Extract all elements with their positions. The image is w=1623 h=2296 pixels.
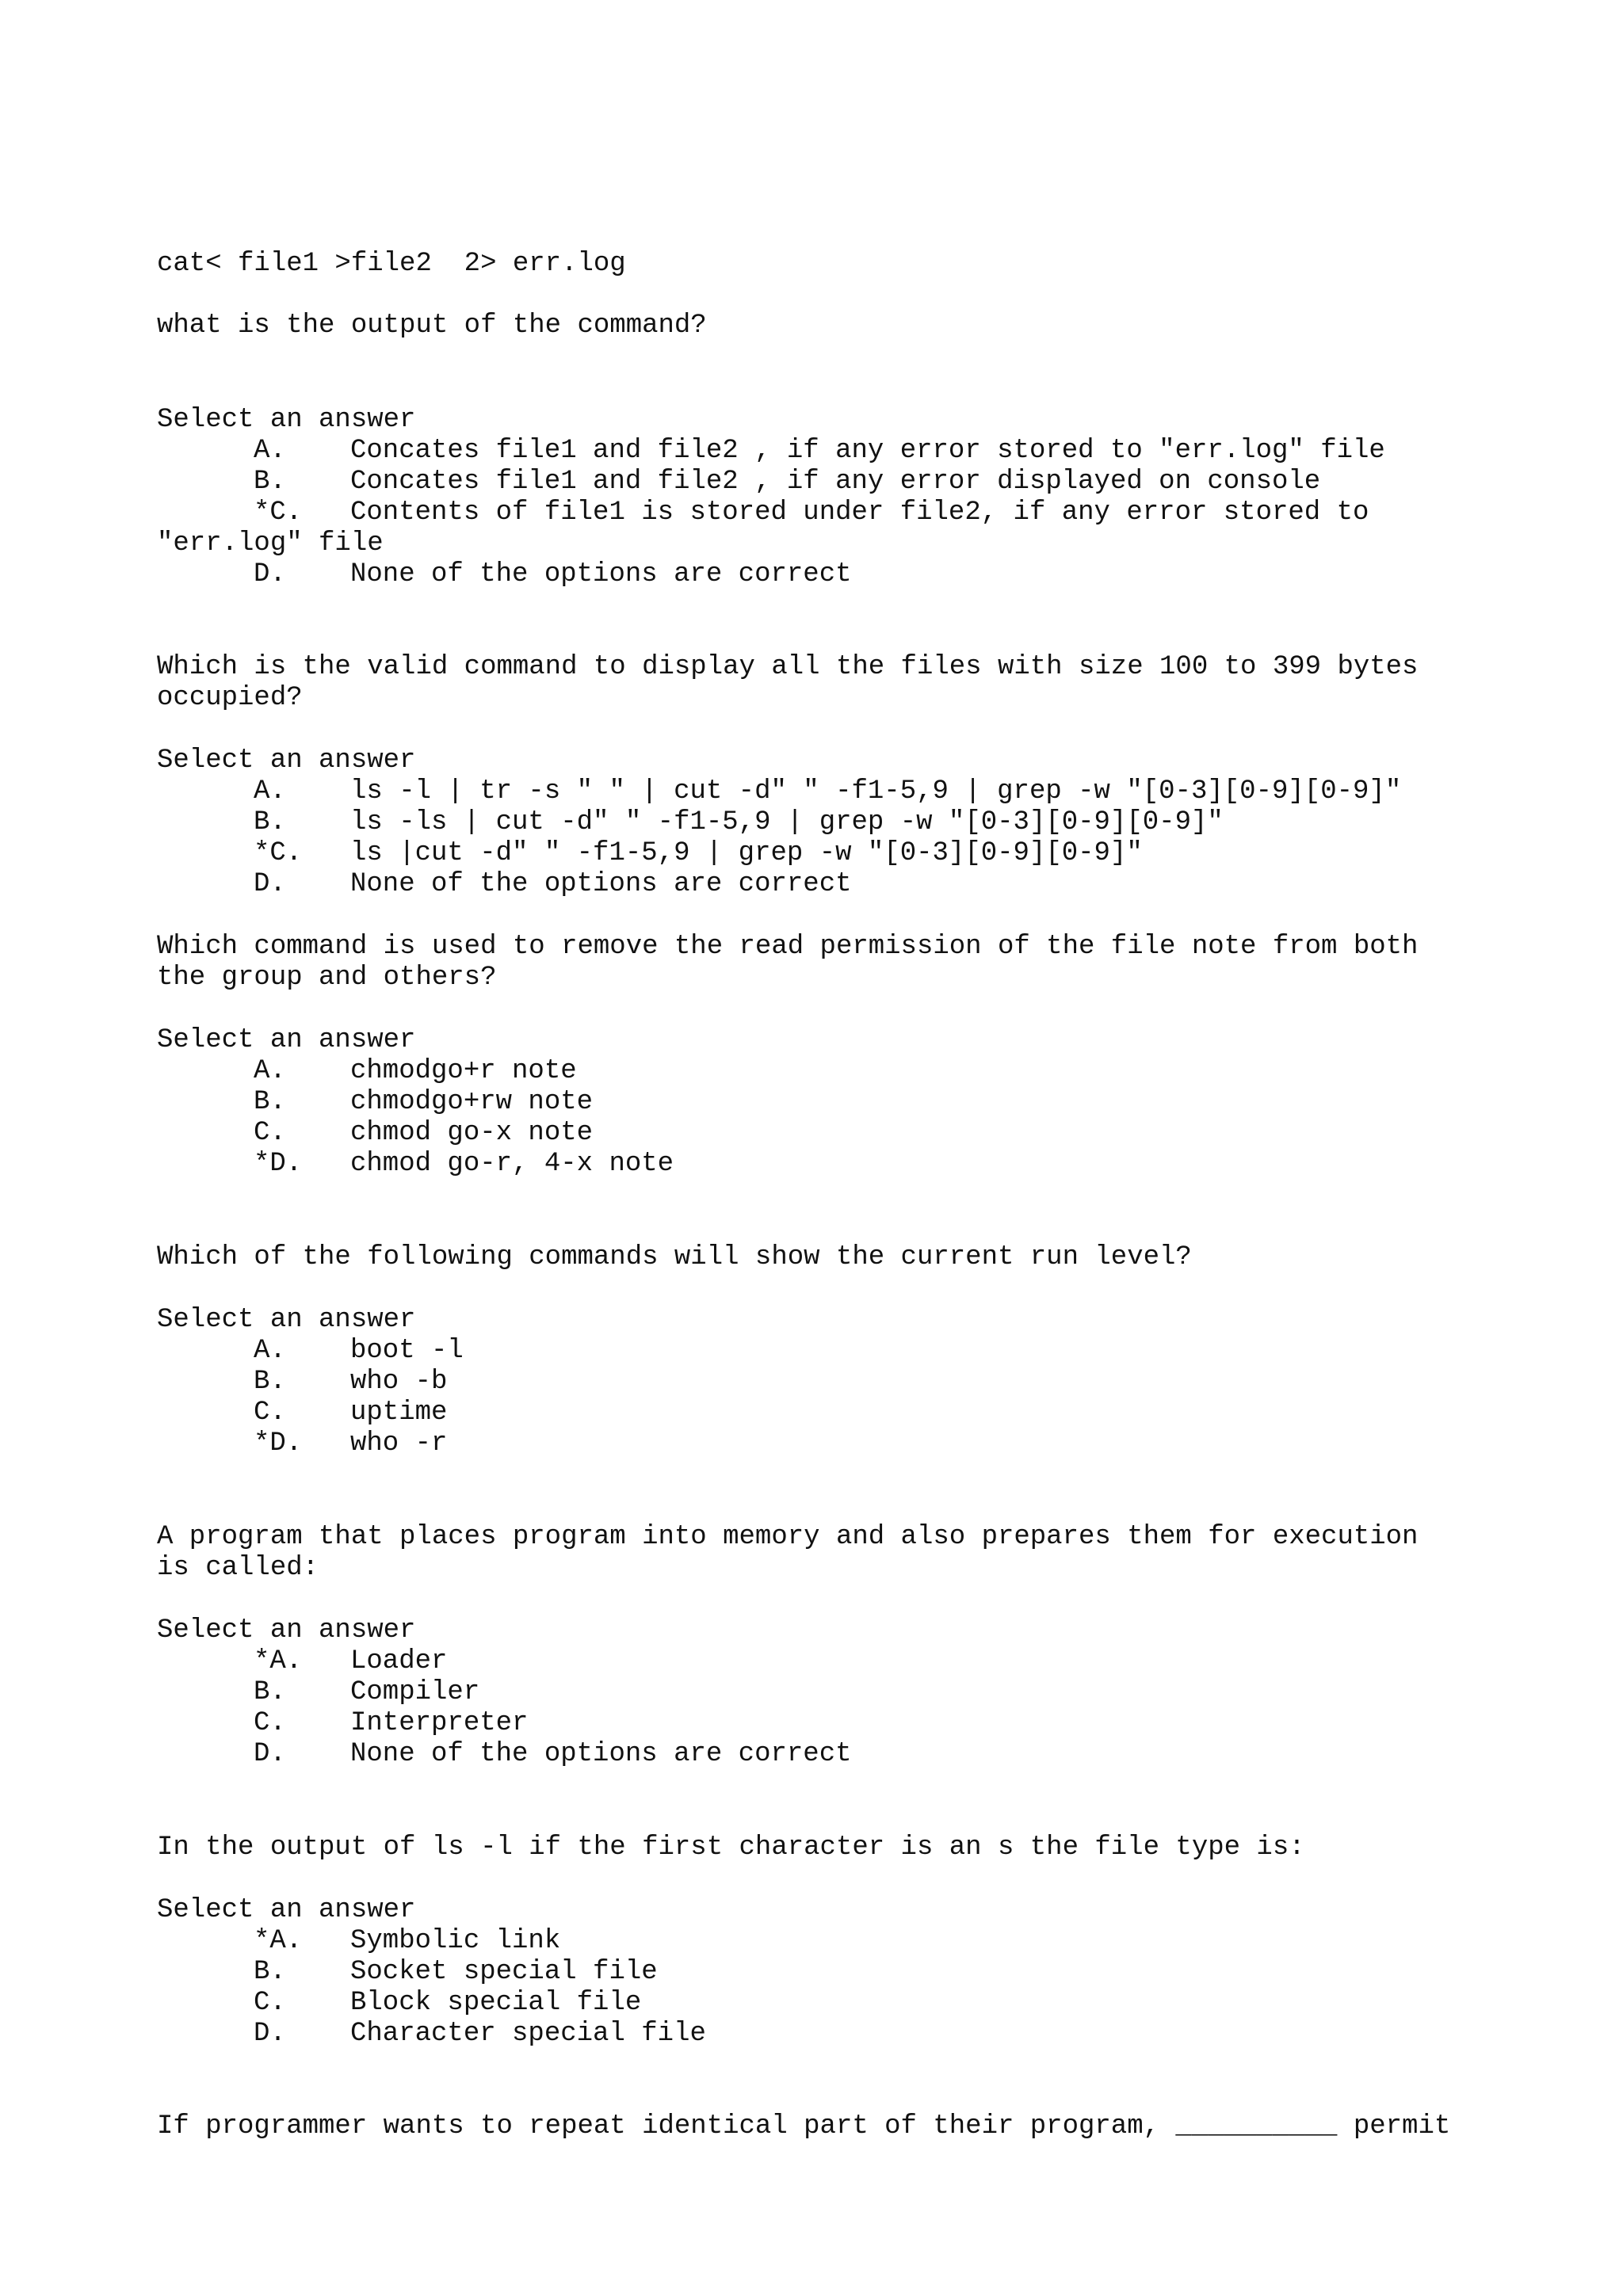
question-5-select-prompt: Select an answer bbox=[157, 1615, 416, 1646]
question-3-option-c-label: C. bbox=[254, 1118, 286, 1148]
question-5-option-b-label: B. bbox=[254, 1677, 286, 1707]
question-2-option-d-text: None of the options are correct bbox=[350, 869, 852, 899]
question-4-option-b-label: B. bbox=[254, 1367, 286, 1397]
question-6-option-c-label: C. bbox=[254, 1988, 286, 2018]
question-6-option-c-text: Block special file bbox=[350, 1988, 642, 2018]
question-1-option-c-label: *C. bbox=[254, 498, 303, 528]
question-1-option-d-label: D. bbox=[254, 559, 286, 589]
question-5-stem-line-1: A program that places program into memory and also prepares them for execution bbox=[157, 1522, 1419, 1552]
question-1-option-b-label: B. bbox=[254, 467, 286, 497]
question-5-stem-line-2: is called: bbox=[157, 1553, 319, 1583]
question-1-option-a-label: A. bbox=[254, 436, 286, 466]
question-3-option-b-text: chmodgo+rw note bbox=[350, 1087, 594, 1117]
question-1-stem-line-2: what is the output of the command? bbox=[157, 311, 707, 341]
question-1-option-b-text: Concates file1 and file2 , if any error displayed on console bbox=[350, 467, 1321, 497]
question-1-option-a-text: Concates file1 and file2 , if any error stored to "err.log" file bbox=[350, 436, 1385, 466]
question-4-option-d-label: *D. bbox=[254, 1428, 303, 1459]
question-2-option-b-label: B. bbox=[254, 807, 286, 837]
question-2-option-a-text: ls -l | tr -s " " | cut -d" " -f1-5,9 | grep -w "[0-3][0-9][0-9]" bbox=[350, 776, 1402, 807]
question-6-option-d-text: Character special file bbox=[350, 2019, 706, 2049]
question-2-option-d-label: D. bbox=[254, 869, 286, 899]
question-5-option-b-text: Compiler bbox=[350, 1677, 480, 1707]
question-6-option-a-text: Symbolic link bbox=[350, 1926, 561, 1956]
question-5-option-d-text: None of the options are correct bbox=[350, 1739, 852, 1769]
question-5-option-d-label: D. bbox=[254, 1739, 286, 1769]
question-3-stem-line-1: Which command is used to remove the read permission of the file note from both bbox=[157, 932, 1419, 962]
question-5-option-c-label: C. bbox=[254, 1708, 286, 1738]
question-5-option-a-text: Loader bbox=[350, 1646, 448, 1676]
question-3-option-d-text: chmod go-r, 4-x note bbox=[350, 1149, 674, 1179]
question-3-option-a-label: A. bbox=[254, 1056, 286, 1086]
question-2-stem-line-2: occupied? bbox=[157, 683, 303, 713]
question-3-option-d-label: *D. bbox=[254, 1149, 303, 1179]
question-4-option-a-text: boot -l bbox=[350, 1336, 464, 1366]
question-4-select-prompt: Select an answer bbox=[157, 1305, 416, 1335]
question-3-option-b-label: B. bbox=[254, 1087, 286, 1117]
question-2-option-b-text: ls -ls | cut -d" " -f1-5,9 | grep -w "[0-3][0-9][0-9]" bbox=[350, 807, 1224, 837]
question-5-option-c-text: Interpreter bbox=[350, 1708, 529, 1738]
question-4-option-a-label: A. bbox=[254, 1336, 286, 1366]
question-6-option-d-label: D. bbox=[254, 2019, 286, 2049]
question-3-stem-line-2: the group and others? bbox=[157, 963, 497, 993]
question-4-option-c-label: C. bbox=[254, 1398, 286, 1428]
question-1-option-c-text: Contents of file1 is stored under file2, if any error stored to bbox=[350, 498, 1369, 528]
question-6-option-a-label: *A. bbox=[254, 1926, 303, 1956]
question-6-stem-line-1: In the output of ls -l if the first character is an s the file type is: bbox=[157, 1833, 1305, 1863]
question-3-option-a-text: chmodgo+r note bbox=[350, 1056, 577, 1086]
question-2-select-prompt: Select an answer bbox=[157, 746, 416, 776]
question-1-stem-line-1: cat< file1 >file2 2> err.log bbox=[157, 249, 626, 279]
question-4-option-d-text: who -r bbox=[350, 1428, 448, 1459]
question-6-select-prompt: Select an answer bbox=[157, 1895, 416, 1925]
question-3-select-prompt: Select an answer bbox=[157, 1025, 416, 1055]
question-1-select-prompt: Select an answer bbox=[157, 405, 416, 435]
question-4-option-b-text: who -b bbox=[350, 1367, 448, 1397]
question-6-option-b-label: B. bbox=[254, 1957, 286, 1987]
question-7-stem-line-1: If programmer wants to repeat identical part of their program, __________ permit bbox=[157, 2111, 1451, 2142]
question-1-option-c-continuation: "err.log" file bbox=[157, 528, 384, 559]
question-4-stem-line-1: Which of the following commands will show the current run level? bbox=[157, 1242, 1192, 1272]
question-4-option-c-text: uptime bbox=[350, 1398, 448, 1428]
question-1-option-d-text: None of the options are correct bbox=[350, 559, 852, 589]
question-2-stem-line-1: Which is the valid command to display all the files with size 100 to 399 bytes bbox=[157, 652, 1419, 682]
question-2-option-c-text: ls |cut -d" " -f1-5,9 | grep -w "[0-3][0-9][0-9]" bbox=[350, 838, 1143, 868]
question-2-option-c-label: *C. bbox=[254, 838, 303, 868]
question-6-option-b-text: Socket special file bbox=[350, 1957, 658, 1987]
question-5-option-a-label: *A. bbox=[254, 1646, 303, 1676]
question-3-option-c-text: chmod go-x note bbox=[350, 1118, 594, 1148]
question-2-option-a-label: A. bbox=[254, 776, 286, 807]
